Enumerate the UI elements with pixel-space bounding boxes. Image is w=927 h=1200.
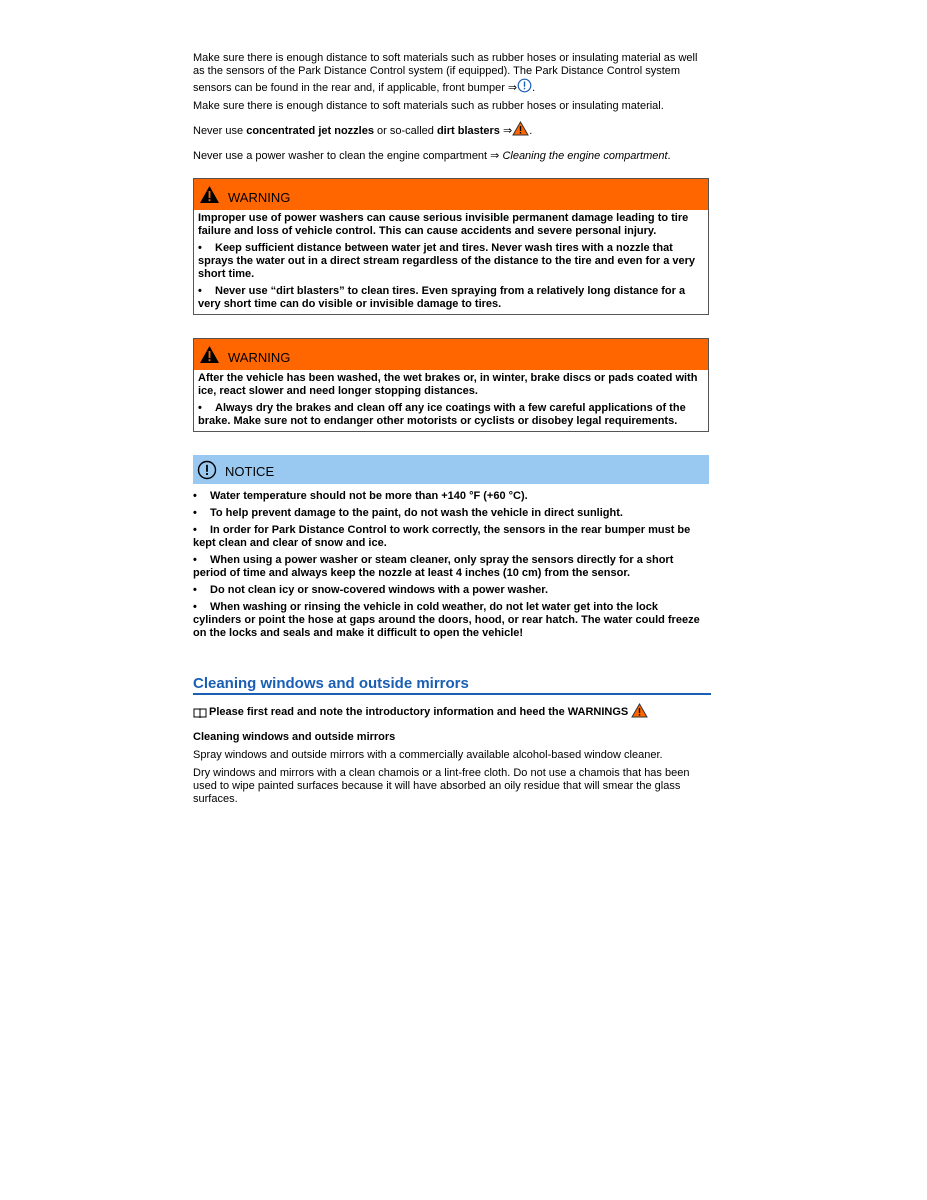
document-page bbox=[193, 52, 709, 806]
intro-paragraph-1: Make sure there is enough distance to soft materials such as rubber hoses or insulating material as well as the sensors of the Park Distance Control system (if equipped). The Park Distance Control system sensors can be found in the rear and, if applicable, front bumper ⇒ . bbox=[193, 52, 698, 94]
notice-title: NOTICE bbox=[225, 464, 275, 479]
cross-reference-link[interactable]: Cleaning the engine compartment bbox=[502, 150, 668, 162]
warning-intro: Improper use of power washers can cause serious invisible permanent damage leading to tire failure and loss of vehicle control. This can cause accidents and severe personal injury. bbox=[198, 212, 689, 237]
warning-title: WARNING bbox=[228, 350, 291, 365]
warning-triangle-icon bbox=[199, 185, 220, 204]
section-paragraph: Spray windows and outside mirrors with a commercially available alcohol-based window cleaner. bbox=[193, 749, 663, 761]
notice-circle-icon bbox=[197, 460, 217, 480]
warning-body bbox=[194, 370, 708, 431]
notice-item: • To help prevent damage to the paint, do not wash the vehicle in direct sunlight. bbox=[193, 507, 623, 519]
notice-item: • Do not clean icy or snow-covered windows with a power washer. bbox=[193, 584, 549, 596]
warning-triangle-icon bbox=[631, 703, 648, 718]
book-icon bbox=[193, 707, 207, 718]
warning-title: WARNING bbox=[228, 190, 291, 205]
notice-item: • When washing or rinsing the vehicle in cold weather, do not let water get into the lock cylinders or point the hose at gaps around the doors, hood, or rear hatch. The water could freeze on the locks and seals and make it difficult to open the vehicle! bbox=[193, 601, 700, 639]
notice-header bbox=[193, 455, 709, 484]
notice-item: • Water temperature should not be more than +140 °F (+60 °C). bbox=[193, 490, 528, 502]
notice-circle-icon bbox=[517, 78, 532, 93]
notice-item: • When using a power washer or steam cleaner, only spray the sensors directly for a short period of time and always keep the nozzle at least 4 inches (10 cm) from the sensor. bbox=[193, 554, 674, 579]
intro-paragraph-3: Never use concentrated jet nozzles or so-called dirt blasters ⇒ . bbox=[193, 121, 709, 138]
warning-triangle-icon bbox=[512, 121, 529, 136]
notice-list bbox=[193, 490, 709, 640]
warning-box-power-washer bbox=[193, 178, 709, 315]
warning-intro: After the vehicle has been washed, the wet brakes or, in winter, brake discs or pads coated with ice, react slower and need longer stopping distances. bbox=[198, 372, 698, 397]
warning-body bbox=[194, 210, 708, 314]
warning-item: • Never use “dirt blasters” to clean tires. Even spraying from a relatively long distance for a very short time can do visible or invisible damage to tires. bbox=[198, 285, 686, 310]
section-paragraph: Dry windows and mirrors with a clean chamois or a lint-free cloth. Do not use a chamois that has been used to wipe painted surfaces because it will have absorbed an oily residue that will smear the glass surfaces. bbox=[193, 767, 690, 805]
notice-item: • In order for Park Distance Control to work correctly, the sensors in the rear bumper must be kept clean and clear of snow and ice. bbox=[193, 524, 691, 549]
intro-paragraph-4: Never use a power washer to clean the engine compartment ⇒ Cleaning the engine compartment. bbox=[193, 150, 671, 162]
warning-item: • Always dry the brakes and clean off any ice coatings with a few careful applications of the brake. Make sure not to endanger other motorists or cyclists or disobey legal requirements. bbox=[198, 402, 686, 427]
warning-header bbox=[194, 179, 708, 210]
warning-item: • Keep sufficient distance between water jet and tires. Never wash tires with a nozzle that sprays the water out in a direct stream regardless of the distance to the tire and even for a very short time. bbox=[198, 242, 695, 280]
warning-header bbox=[194, 339, 708, 370]
read-first-note: Please first read and note the introductory information and heed the WARNINGS bbox=[193, 706, 709, 719]
intro-paragraph-2: Make sure there is enough distance to soft materials such as rubber hoses or insulating material. bbox=[193, 100, 664, 112]
warning-box-brakes bbox=[193, 338, 709, 432]
section-heading: Cleaning windows and outside mirrors bbox=[193, 677, 711, 695]
warning-triangle-icon bbox=[199, 345, 220, 364]
section-subheading: Cleaning windows and outside mirrors bbox=[193, 731, 396, 743]
